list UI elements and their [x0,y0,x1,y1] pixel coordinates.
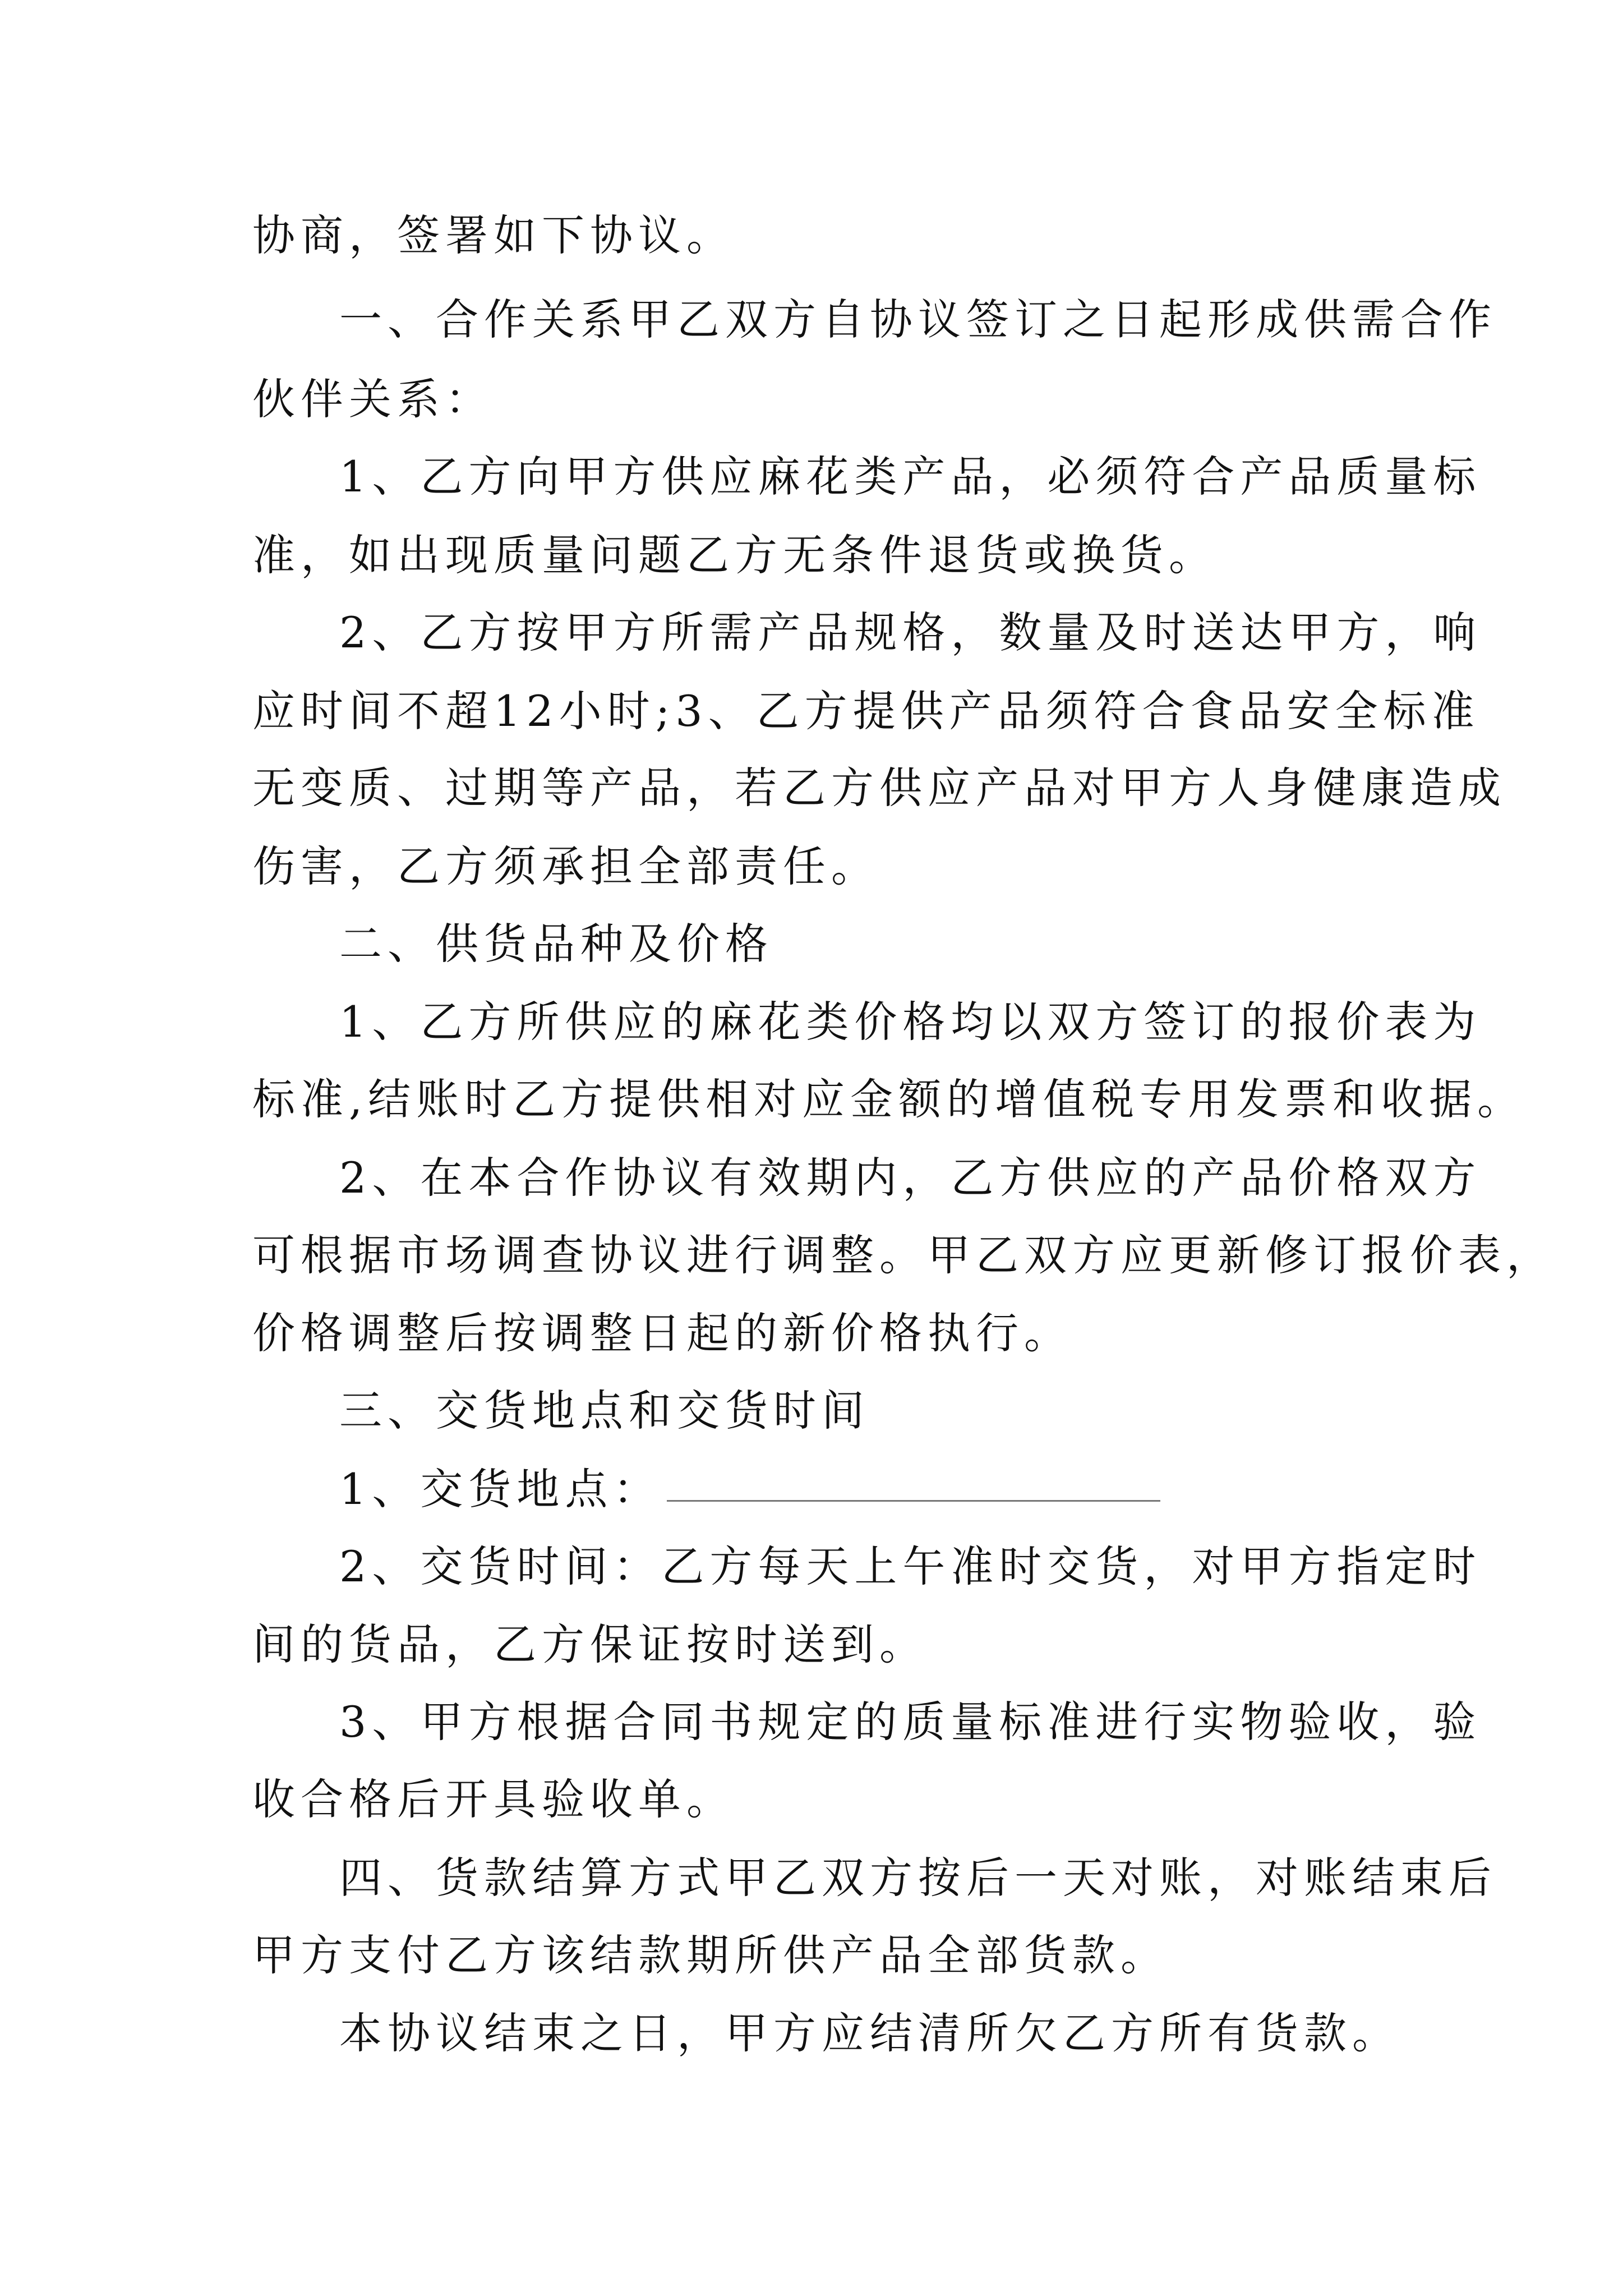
delivery-location-label: 1、交货地点： [339,1464,662,1514]
text-line: 甲方支付乙方该结款期所供产品全部货款。 [252,1930,1169,1980]
text-line: 伙伴关系： [252,374,494,424]
text-line: 伤害，乙方须承担全部责任。 [252,841,879,891]
clause-line: 1、乙方向甲方供应麻花类产品，必须符合产品质量标 [339,452,1482,501]
clause-line: 2、乙方按甲方所需产品规格，数量及时送达甲方，响 [339,608,1482,657]
clause-line: 2、在本合作协议有效期内，乙方供应的产品价格双方 [339,1153,1482,1203]
section-heading-delivery: 三、交货地点和交货时间 [339,1386,870,1435]
text-line: 间的货品，乙方保证按时送到。 [252,1619,928,1669]
clause-line: 2、交货时间：乙方每天上午准时交货，对甲方指定时 [339,1542,1482,1591]
text-line: 价格调整后按调整日起的新价格执行。 [252,1308,1072,1358]
delivery-location-line [339,1461,1396,1517]
text-line: 标准,结账时乙方提供相对应金额的增值税专用发票和收据。 [252,1074,1526,1124]
text-line: 无变质、过期等产品，若乙方供应产品对甲方人身健康造成 [252,763,1506,813]
section-heading-products: 二、供货品种及价格 [339,919,773,969]
section-heading-payment: 四、货款结算方式甲乙双方按后一天对账，对账结束后 [339,1853,1497,1903]
text-line: 可根据市场调查协议进行调整。甲乙双方应更新修订报价表， [252,1230,1555,1280]
clause-line: 1、乙方所供应的麻花类价格均以双方签订的报价表为 [339,997,1482,1047]
delivery-location-blank [667,1499,1160,1502]
text-line: 应时间不超12小时;3、乙方提供产品须符合食品安全标准 [252,686,1480,736]
text-line: 收合格后开具验收单。 [252,1774,735,1824]
section-heading-cooperation: 一、合作关系甲乙双方自协议签订之日起形成供需合作 [339,295,1497,344]
text-line: 协商，签署如下协议。 [252,210,735,260]
text-line: 准，如出现质量问题乙方无条件退货或换货。 [252,530,1217,580]
clause-line: 3、甲方根据合同书规定的质量标准进行实物验收，验 [339,1697,1482,1747]
text-line: 本协议结束之日，甲方应结清所欠乙方所有货款。 [339,2008,1400,2058]
